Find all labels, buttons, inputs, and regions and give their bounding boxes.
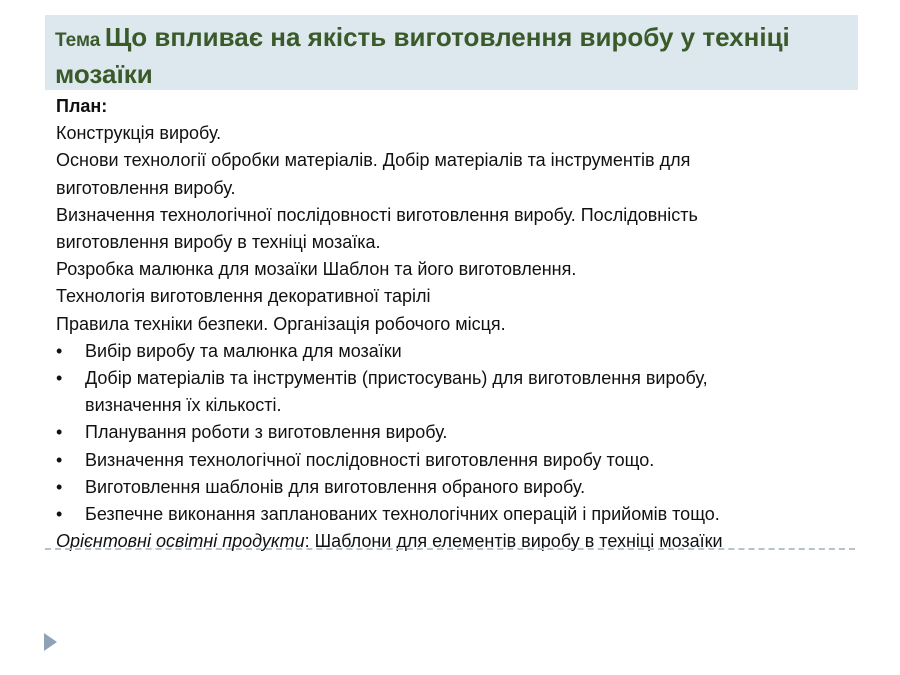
slide-title-band xyxy=(45,15,858,90)
bullet-marker: • xyxy=(56,476,63,497)
bullet-marker: • xyxy=(56,368,63,389)
dashed-divider xyxy=(45,548,855,550)
title-prefix: Тема xyxy=(55,30,101,51)
bullet-text: Безпечне виконання запланованих технологічних операцій і прийомів тощо. xyxy=(85,504,720,525)
plan-heading: План: xyxy=(56,96,108,116)
bullet-item xyxy=(56,501,856,528)
triangle-right-icon[interactable] xyxy=(44,633,57,651)
bullet-item xyxy=(56,474,856,501)
slide-body xyxy=(56,93,856,555)
bullet-text: Виготовлення шаблонів для виготовлення обраного виробу. xyxy=(85,476,586,497)
bullet-marker: • xyxy=(56,340,63,361)
plan-line: Правила техніки безпеки. Організація робочого місця. xyxy=(56,313,506,334)
bullet-item xyxy=(56,338,856,365)
bullet-item xyxy=(56,419,856,446)
bullet-item xyxy=(56,365,856,419)
plan-line: Конструкція виробу. xyxy=(56,123,222,144)
slide-title: Що впливає на якість виготовлення виробу у техніці мозаїки xyxy=(55,22,790,89)
bullet-marker: • xyxy=(56,504,63,525)
bullet-marker: • xyxy=(56,422,63,443)
bullet-text-continuation: визначення їх кількості. xyxy=(85,395,282,416)
bullet-text: Вибір виробу та малюнка для мозаїки xyxy=(85,340,402,361)
bullet-marker: • xyxy=(56,449,63,470)
plan-line: Основи технології обробки матеріалів. Добір матеріалів та інструментів для xyxy=(56,150,691,171)
outcomes-separator: : xyxy=(304,531,310,552)
plan-line: Технологія виготовлення декоративної тарілі xyxy=(56,286,431,307)
bullet-text: Добір матеріалів та інструментів (пристосувань) для виготовлення виробу, xyxy=(85,368,708,389)
outcomes-label: Орієнтовні освітні продукти xyxy=(56,531,305,552)
plan-line: Визначення технологічної послідовності виготовлення виробу. Послідовність xyxy=(56,204,698,225)
bullet-text: Визначення технологічної послідовності виготовлення виробу тощо. xyxy=(85,449,655,470)
plan-line: Розробка малюнка для мозаїки Шаблон та його виготовлення. xyxy=(56,259,577,280)
outcomes-line xyxy=(56,528,856,555)
bullet-list xyxy=(56,338,856,528)
outcomes-text: Шаблони для елементів виробу в техніці мозаїки xyxy=(309,531,723,552)
plan-line: виготовлення виробу. xyxy=(56,177,236,198)
bullet-text: Планування роботи з виготовлення виробу. xyxy=(85,422,448,443)
bullet-item xyxy=(56,447,856,474)
plan-line: виготовлення виробу в техніці мозаїка. xyxy=(56,232,381,253)
